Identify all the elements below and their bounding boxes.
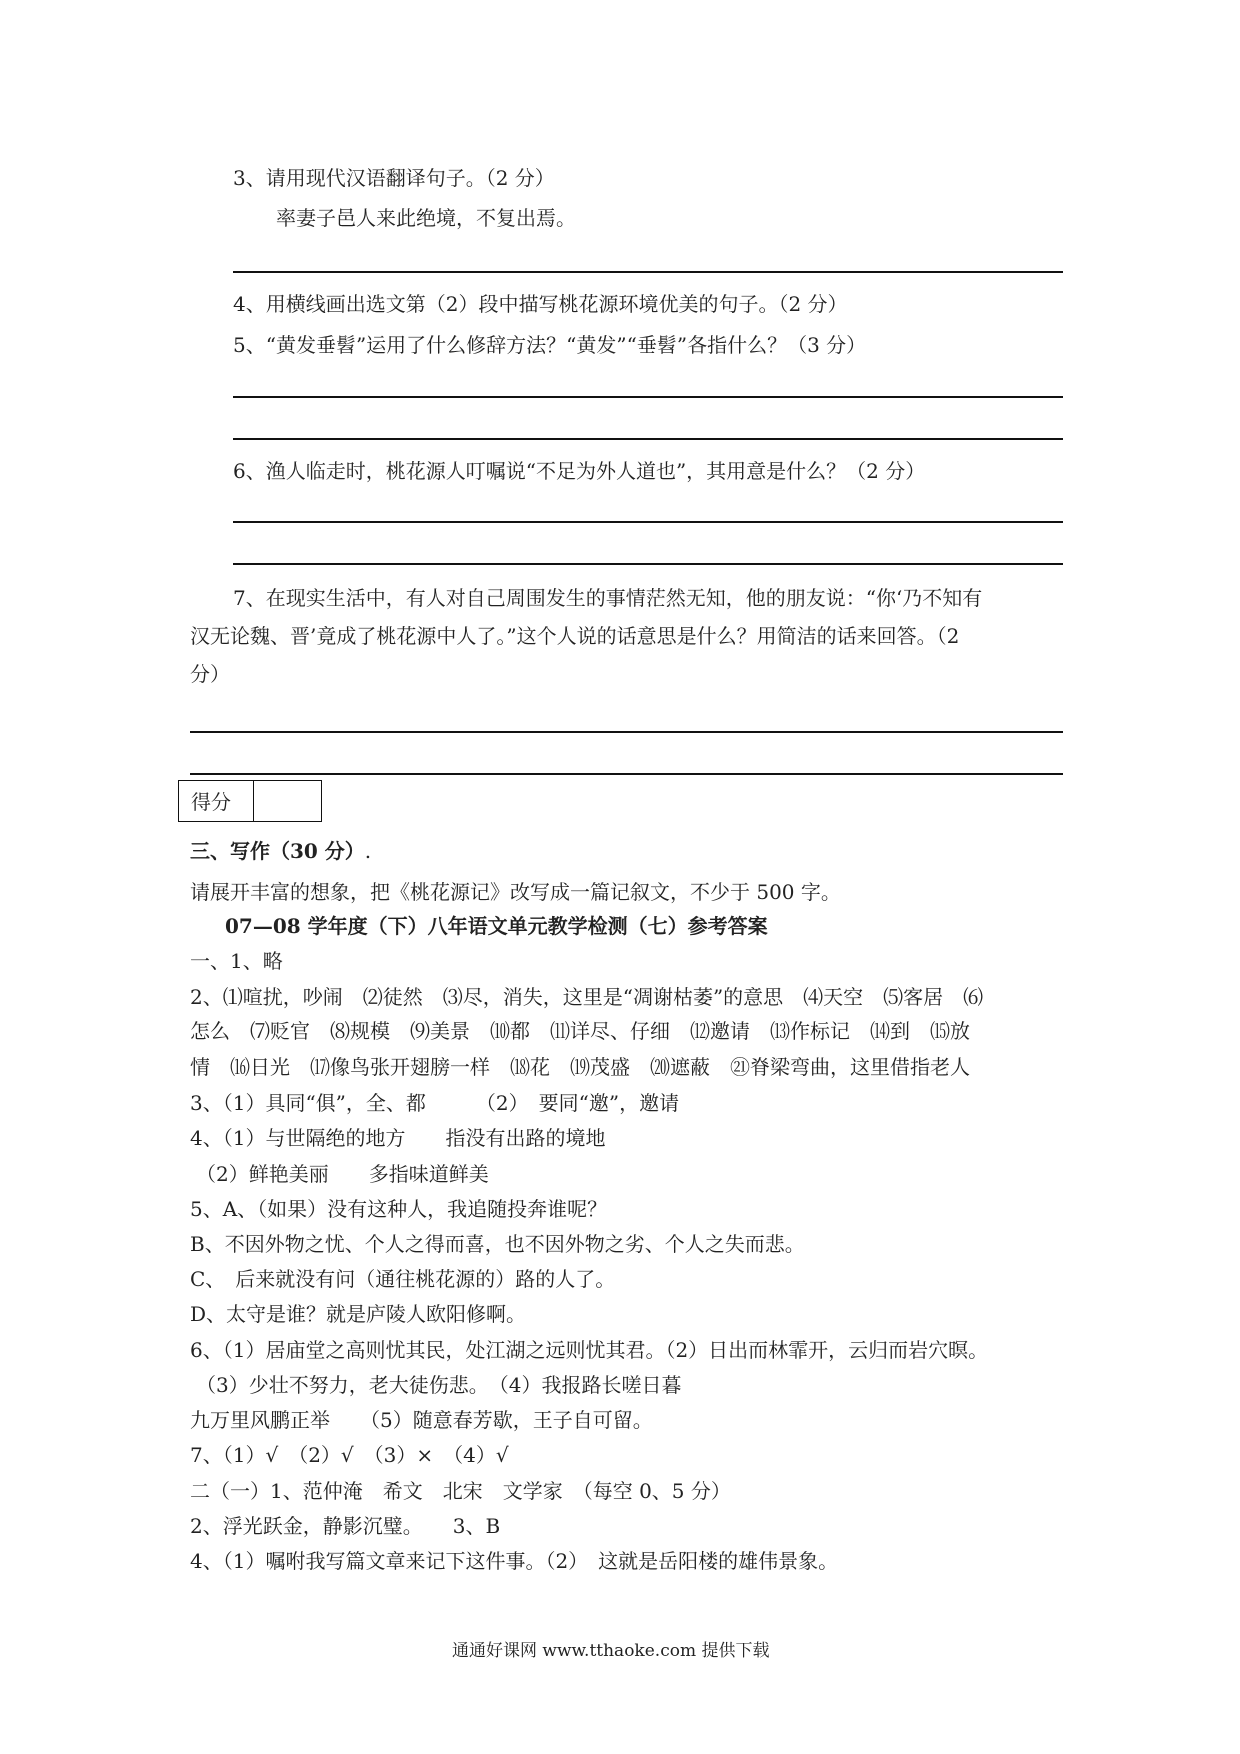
question-5: 5、“黄发垂髫”运用了什么修辞方法？“黄发”“垂髫”各指什么？（3 分） (233, 333, 867, 357)
answer-line-text: 二（一）1、范仲淹 希文 北宋 文学家 （每空 0、5 分） (190, 1479, 731, 1503)
answers-title: 07—08 学年度（下）八年语文单元教学检测（七）参考答案 (225, 914, 768, 938)
answer-line (233, 438, 1063, 440)
question-7-line: 汉无论魏、晋’竟成了桃花源中人了。”这个人说的话意思是什么？用简洁的话来回答。（2 (190, 624, 960, 648)
answer-line-text: （3）少壮不努力，老大徒伤悲。 （4）我报路长嗟日暮 (196, 1373, 682, 1397)
answer-line-text: 3、（1）具同“俱”，全、都 （2） 要同“邀”，邀请 (190, 1091, 680, 1115)
answer-line-text: 5、A、（如果）没有这种人，我追随投奔谁呢？ (190, 1197, 608, 1221)
question-4: 4、用横线画出选文第（2）段中描写桃花源环境优美的句子。（2 分） (233, 292, 848, 316)
answer-line-text: 九万里风鹏正举 （5）随意春芳歇，王子自可留。 (190, 1408, 653, 1432)
writing-prompt: 请展开丰富的想象，把《桃花源记》改写成一篇记叙文，不少于 500 字。 (190, 880, 841, 904)
question-3: 3、请用现代汉语翻译句子。（2 分） (233, 166, 555, 190)
answer-line-text: 7、（1）√ （2）√ （3）× （4）√ (190, 1443, 509, 1467)
page-footer: 通通好课网 www.tthaoke.com 提供下载 (452, 1641, 770, 1661)
answer-line-text: B、不因外物之忧、个人之得而喜，也不因外物之劣、个人之失而悲。 (190, 1232, 805, 1256)
answer-line-text: 怎么 ⑺贬官 ⑻规模 ⑼美景 ⑽都 ⑾详尽、仔细 ⑿邀请 ⒀作标记 ⒁到 ⒂放 (190, 1019, 970, 1043)
answer-line-text: 4、（1）与世隔绝的地方 指没有出路的境地 (190, 1126, 606, 1150)
answer-line (233, 521, 1063, 523)
score-box (178, 780, 322, 822)
answer-line-text: 一、1、略 (190, 949, 283, 973)
answer-line (233, 271, 1063, 273)
question-6: 6、渔人临走时，桃花源人叮嘱说“不足为外人道也”，其用意是什么？（2 分） (233, 459, 926, 483)
answer-line-text: 情 ⒃日光 ⒄像鸟张开翅膀一样 ⒅花 ⒆茂盛 ⒇遮蔽 ㉑脊梁弯曲，这里借指老人 (190, 1055, 970, 1079)
answer-line-text: 4、（1）嘱咐我写篇文章来记下这件事。（2） 这就是岳阳楼的雄伟景象。 (190, 1549, 839, 1573)
answer-line-text: D、太守是谁？就是庐陵人欧阳修啊。 (190, 1302, 527, 1326)
answer-line-text: （2）鲜艳美丽 多指味道鲜美 (196, 1162, 489, 1186)
answer-line (233, 563, 1063, 565)
question-7-line: 分） (190, 662, 230, 686)
answer-line (190, 731, 1063, 733)
question-7-line: 7、在现实生活中，有人对自己周围发生的事情茫然无知，他的朋友说：“你‘乃不知有 (233, 586, 983, 610)
answer-line (190, 773, 1063, 775)
score-label: 得分 (191, 790, 231, 814)
writing-heading: 三、写作（30 分）. (190, 839, 372, 863)
answer-line-text: 2、⑴喧扰，吵闹 ⑵徒然 ⑶尽，消失，这里是“凋谢枯萎”的意思 ⑷天空 ⑸客居 ⑹ (190, 985, 984, 1009)
answer-line-text: 6、（1）居庙堂之高则忧其民，处江湖之远则忧其君。（2）日出而林霏开，云归而岩穴暝。 (190, 1338, 989, 1362)
answer-line-text: C、 后来就没有问（通往桃花源的）路的人了。 (190, 1267, 616, 1291)
question-3-sentence: 率妻子邑人来此绝境，不复出焉。 (276, 206, 576, 230)
answer-line (233, 396, 1063, 398)
answer-line-text: 2、浮光跃金，静影沉璧。 3、B (190, 1514, 501, 1538)
stray-mark: . (364, 839, 372, 863)
